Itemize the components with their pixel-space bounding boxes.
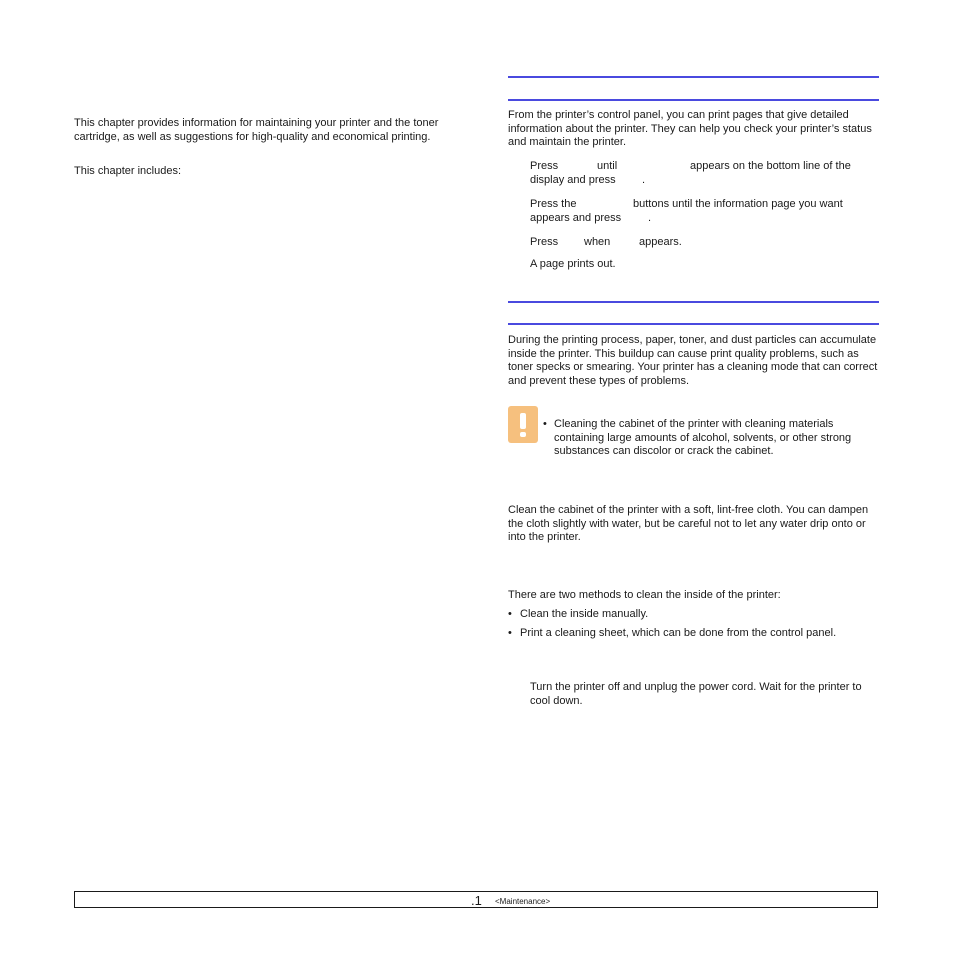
step1-cont: display and press <box>530 174 616 186</box>
chapter-includes: This chapter includes: <box>74 165 181 177</box>
manual-step-1: Turn the printer off and unplug the power cord. Wait for the printer to cool down. <box>530 681 862 707</box>
method-item-2: • Print a cleaning sheet, which can be done from the control panel. <box>508 627 837 639</box>
step2-b: buttons until the information page you want <box>633 198 843 210</box>
step3-when: when <box>584 236 611 248</box>
info-pages-intro: From the printer’s control panel, you can print pages that give detailed information about the printer. They can help you check your printer’s status and maintain the printer. <box>508 109 872 148</box>
method-label: Clean the inside manually. <box>520 608 649 620</box>
section-rule-top <box>508 76 879 78</box>
step2-end: . <box>648 212 652 224</box>
caution-icon <box>508 406 538 443</box>
step1-appears: appears on the bottom line of the <box>690 160 851 172</box>
interior-cleaning-intro: There are two methods to clean the inside of the printer: <box>508 589 781 601</box>
step2-c: appears and press <box>530 212 622 224</box>
caution-text: Cleaning the cabinet of the printer with cleaning materials containing large amounts of alcohol, solvents, or other strong substances can discolor or crack the cabinet. <box>554 418 852 457</box>
caution-bullet: • <box>543 418 547 430</box>
cleaning-intro: During the printing process, paper, toner, and dust particles can accumulate inside the printer. This buildup can cause print quality problems, such as toner specks or smearing. Your printer has a cleaning mode that can correct and prevent these types of problems. <box>508 334 878 387</box>
step3-appears: appears. <box>639 236 682 248</box>
chapter-intro: This chapter provides information for maintaining your printer and the toner cartridge, as well as suggestions for high-quality and economical printing. <box>74 117 439 143</box>
step1-until: until <box>597 160 618 172</box>
cleaning-rule-top <box>508 301 879 303</box>
exterior-cleaning-text: Clean the cabinet of the printer with a soft, lint-free cloth. You can dampen the cloth slightly with water, but be careful not to let any water drip onto or into the printer. <box>508 504 869 543</box>
section-rule-bottom <box>508 99 879 101</box>
cleaning-rule-bottom <box>508 323 879 325</box>
method-item-1: • Clean the inside manually. <box>508 608 649 620</box>
step1-press: Press <box>530 160 559 172</box>
page-number: .1 <box>471 893 482 908</box>
step2-a: Press the <box>530 198 577 210</box>
info-step-4: A page prints out. <box>530 258 616 270</box>
method-label: Print a cleaning sheet, which can be done from the control panel. <box>520 627 837 639</box>
step1-end: . <box>642 174 646 186</box>
chapter-label: <Maintenance> <box>495 897 551 906</box>
step3-press: Press <box>530 236 559 248</box>
